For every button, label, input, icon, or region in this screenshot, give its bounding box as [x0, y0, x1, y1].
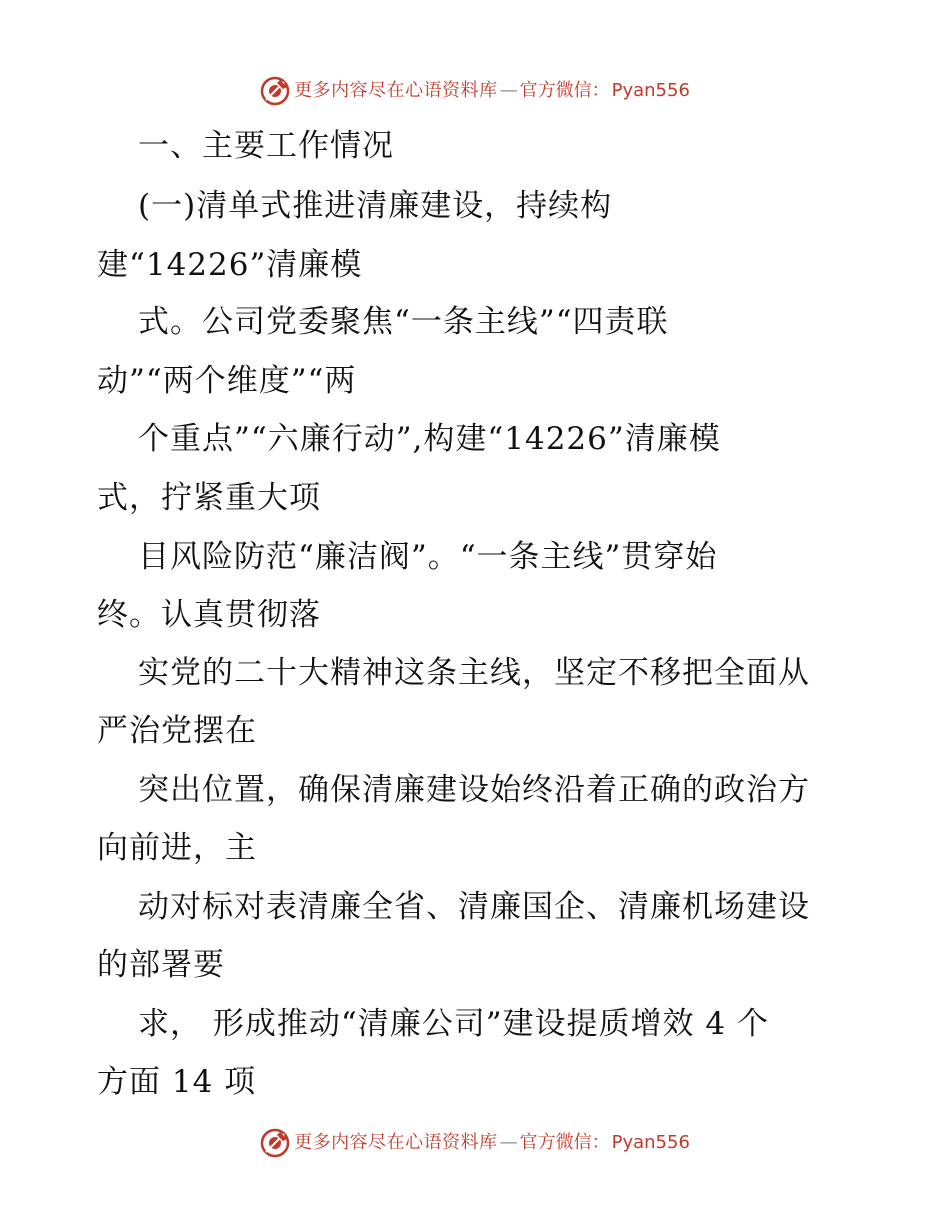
watermark-text: 更多内容尽在心语资料库 [294, 1132, 498, 1153]
section-heading: 一、主要工作情况 [138, 128, 394, 164]
paragraph-line: 式，拧紧重大项 [97, 480, 321, 516]
paragraph-line: 动”“两个维度”“两 [97, 363, 357, 399]
paragraph-line: 的部署要 [97, 947, 225, 983]
paragraph-line: 向前进，主 [97, 830, 257, 866]
watermark-wechat-id: Pyan556 [611, 1132, 690, 1153]
watermark-text: 更多内容尽在心语资料库 [294, 80, 498, 101]
seal-logo-icon [260, 1128, 290, 1158]
paragraph-line: 求， 形成推动“清廉公司”建设提质增效 4 个 [138, 1006, 769, 1042]
paragraph-line: 终。认真贯彻落 [97, 597, 321, 633]
watermark-wechat-id: Pyan556 [611, 80, 690, 101]
watermark-dash: — [499, 80, 518, 101]
watermark-banner-top [0, 76, 950, 106]
watermark-dash: — [499, 1132, 518, 1153]
watermark-official: 官方微信： [519, 1132, 610, 1153]
paragraph-line: 严治党摆在 [97, 713, 257, 749]
paragraph-line: 方面 14 项 [97, 1064, 257, 1100]
paragraph-line: 突出位置，确保清廉建设始终沿着正确的政治方 [138, 772, 810, 808]
paragraph-line: 建“14226”清廉模 [97, 247, 363, 283]
watermark-banner-bottom [0, 1128, 950, 1158]
paragraph-line: 目风险防范“廉洁阀”。“一条主线”贯穿始 [138, 539, 718, 575]
watermark-official: 官方微信： [519, 80, 610, 101]
paragraph-line: 动对标对表清廉全省、清廉国企、清廉机场建设 [138, 889, 810, 925]
paragraph-line: 个重点”“六廉行动”,构建“14226”清廉模 [138, 421, 721, 457]
seal-logo-icon [260, 76, 290, 106]
subsection-heading: (一)清单式推进清廉建设，持续构 [138, 188, 613, 224]
paragraph-line: 实党的二十大精神这条主线，坚定不移把全面从 [138, 655, 810, 691]
paragraph-line: 式。公司党委聚焦“一条主线”“四责联 [138, 304, 669, 340]
